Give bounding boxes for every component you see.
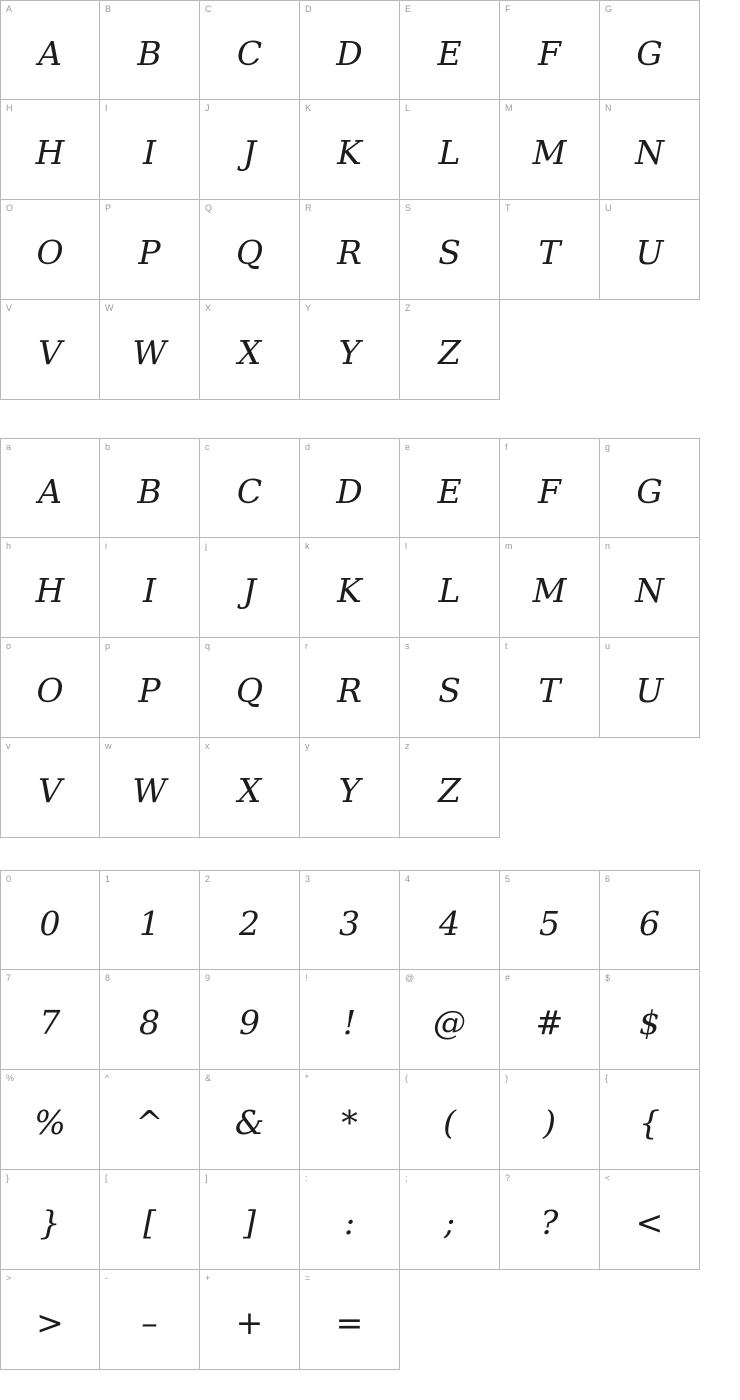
glyph-cell[interactable]	[100, 1170, 200, 1270]
glyph-cell-label: s	[405, 641, 410, 651]
glyph-cell[interactable]	[600, 638, 700, 738]
glyph-cell-character: Z	[438, 771, 461, 810]
glyph-cell[interactable]	[100, 200, 200, 300]
glyph-cell-character: 8	[139, 1003, 160, 1042]
glyph-block-uppercase	[0, 0, 740, 400]
glyph-cell-character: Y	[338, 771, 361, 810]
glyph-cell[interactable]	[200, 100, 300, 200]
glyph-cell-empty	[400, 1270, 500, 1370]
glyph-cell[interactable]	[0, 738, 100, 838]
glyph-cell-character: )	[543, 1103, 556, 1142]
glyph-cell[interactable]	[0, 438, 100, 538]
glyph-cell[interactable]	[600, 438, 700, 538]
glyph-cell[interactable]	[300, 970, 400, 1070]
glyph-cell-character: –	[141, 1303, 158, 1342]
glyph-cell-character: $	[639, 1003, 660, 1042]
glyph-cell-label: E	[405, 4, 412, 14]
glyph-cell-character: S	[438, 233, 461, 272]
glyph-cell-character: E	[437, 471, 462, 511]
glyph-cell-character: T	[538, 671, 561, 710]
glyph-cell-label: >	[6, 1273, 12, 1283]
glyph-cell[interactable]	[300, 638, 400, 738]
glyph-cell-label: d	[305, 442, 311, 452]
glyph-cell-character: %	[34, 1103, 66, 1142]
glyph-cell[interactable]	[0, 1170, 100, 1270]
glyph-cell[interactable]	[400, 638, 500, 738]
glyph-cell-label: =	[305, 1273, 311, 1283]
glyph-cell-label: 3	[305, 874, 311, 884]
glyph-cell-label: b	[105, 442, 111, 452]
glyph-cell-character: >	[36, 1303, 64, 1342]
glyph-cell-label: q	[205, 641, 211, 651]
glyph-cell[interactable]	[400, 538, 500, 638]
glyph-cell-label: c	[205, 442, 210, 452]
glyph-cell[interactable]	[0, 1270, 100, 1370]
glyph-cell-character: U	[635, 233, 664, 272]
glyph-cell-character: I	[142, 133, 157, 172]
glyph-cell-character: D	[336, 33, 363, 73]
glyph-cell-character: ^	[135, 1103, 164, 1142]
glyph-cell-character: C	[236, 33, 263, 73]
glyph-cell[interactable]	[400, 0, 500, 100]
glyph-cell-label: ;	[405, 1173, 408, 1183]
glyph-cell-character: O	[36, 671, 64, 710]
glyph-cell-character: S	[438, 671, 461, 710]
glyph-cell-character: G	[636, 471, 663, 511]
glyph-cell[interactable]	[200, 538, 300, 638]
glyph-cell-character: 4	[439, 903, 460, 943]
glyph-cell[interactable]	[400, 1170, 500, 1270]
glyph-cell-label: J	[205, 103, 210, 113]
glyph-cell-label: l	[405, 541, 407, 551]
glyph-cell-character: N	[635, 133, 664, 172]
glyph-cell-character: ;	[443, 1203, 456, 1242]
glyph-cell-character: R	[337, 671, 362, 710]
glyph-cell-label: 9	[205, 973, 211, 983]
glyph-cell[interactable]	[100, 100, 200, 200]
glyph-cell-character: }	[39, 1203, 61, 1242]
glyph-cell-label: C	[205, 4, 212, 14]
glyph-row	[0, 200, 740, 300]
glyph-cell-character: D	[336, 471, 363, 511]
glyph-cell[interactable]	[100, 538, 200, 638]
glyph-cell[interactable]	[200, 638, 300, 738]
glyph-cell-empty	[600, 300, 700, 400]
glyph-cell-label: N	[605, 103, 612, 113]
glyph-cell-character: +	[235, 1303, 264, 1342]
glyph-cell-character: X	[237, 771, 262, 810]
glyph-cell-label: ^	[105, 1073, 110, 1083]
glyph-cell[interactable]	[200, 1270, 300, 1370]
glyph-cell[interactable]	[0, 638, 100, 738]
glyph-cell-character: V	[38, 333, 62, 372]
glyph-cell-label: z	[405, 741, 410, 751]
glyph-cell[interactable]	[100, 870, 200, 970]
glyph-cell-label: }	[6, 1173, 10, 1183]
glyph-cell-label: 7	[6, 973, 12, 983]
glyph-cell-character: W	[132, 771, 167, 810]
glyph-cell-character: (	[443, 1103, 456, 1142]
glyph-cell[interactable]	[200, 870, 300, 970]
glyph-cell-label: w	[105, 741, 112, 751]
glyph-cell-label: i	[105, 541, 107, 551]
glyph-cell-label: 1	[105, 874, 111, 884]
glyph-cell[interactable]	[400, 738, 500, 838]
glyph-cell-character: A	[38, 471, 62, 511]
glyph-cell-character: Q	[235, 233, 264, 272]
glyph-cell-character: L	[438, 133, 461, 172]
glyph-cell-character: B	[137, 471, 162, 511]
glyph-cell-label: M	[505, 103, 513, 113]
glyph-cell-label: ]	[205, 1173, 208, 1183]
glyph-cell-character: W	[132, 333, 167, 372]
glyph-cell[interactable]	[100, 0, 200, 100]
glyph-cell-label: I	[105, 103, 108, 113]
glyph-cell-label: 8	[105, 973, 111, 983]
glyph-cell-character: ?	[540, 1203, 559, 1242]
glyph-cell-character: U	[635, 671, 664, 710]
glyph-cell[interactable]	[600, 970, 700, 1070]
glyph-cell-character: O	[36, 233, 64, 272]
glyph-cell-character: Y	[338, 333, 361, 372]
glyph-cell-character: 3	[339, 903, 360, 943]
glyph-cell[interactable]	[600, 538, 700, 638]
glyph-cell-label: f	[505, 442, 508, 452]
glyph-cell-label: 0	[6, 874, 12, 884]
glyph-cell-character: C	[236, 471, 263, 511]
glyph-cell-label: %	[6, 1073, 15, 1083]
glyph-cell-label: &	[205, 1073, 212, 1083]
glyph-cell-label: j	[205, 541, 207, 551]
glyph-cell-label: G	[605, 4, 613, 14]
glyph-cell[interactable]	[0, 200, 100, 300]
glyph-cell-label: )	[505, 1073, 508, 1083]
glyph-cell-label: H	[6, 103, 13, 113]
glyph-cell-label: S	[405, 203, 412, 213]
glyph-cell-label: 4	[405, 874, 411, 884]
glyph-cell[interactable]	[500, 0, 600, 100]
glyph-cell-character: A	[38, 33, 62, 73]
glyph-cell[interactable]	[300, 538, 400, 638]
glyph-cell[interactable]	[300, 738, 400, 838]
glyph-cell-label: e	[405, 442, 411, 452]
glyph-cell[interactable]	[300, 1070, 400, 1170]
glyph-cell-label: {	[605, 1073, 609, 1083]
glyph-cell[interactable]	[600, 1170, 700, 1270]
glyph-cell-character: 1	[139, 903, 160, 943]
glyph-cell-label: O	[6, 203, 14, 213]
glyph-cell-character: E	[437, 33, 462, 73]
glyph-cell-label: :	[305, 1173, 308, 1183]
glyph-cell-character: J	[242, 133, 257, 172]
glyph-cell[interactable]	[300, 438, 400, 538]
glyph-cell[interactable]	[100, 1070, 200, 1170]
glyph-cell[interactable]	[300, 1170, 400, 1270]
glyph-cell-label: <	[605, 1173, 611, 1183]
glyph-cell-character: 9	[239, 1003, 260, 1042]
glyph-row	[0, 1170, 740, 1270]
glyph-cell-label: *	[305, 1073, 309, 1083]
glyph-cell-label: 5	[505, 874, 511, 884]
glyph-cell-empty	[600, 738, 700, 838]
glyph-cell-character: @	[433, 1003, 466, 1042]
glyph-row	[0, 870, 740, 970]
glyph-row	[0, 538, 740, 638]
block-spacer	[0, 400, 740, 438]
glyph-row	[0, 100, 740, 200]
glyph-row	[0, 638, 740, 738]
glyph-cell-label: -	[105, 1273, 108, 1283]
glyph-cell-character: Q	[235, 671, 264, 710]
block-spacer	[0, 838, 740, 870]
glyph-cell-character: K	[337, 571, 362, 610]
glyph-cell-label: Q	[205, 203, 213, 213]
glyph-cell-label: A	[6, 4, 13, 14]
glyph-cell-label: x	[205, 741, 210, 751]
glyph-cell[interactable]	[300, 870, 400, 970]
glyph-cell-label: L	[405, 103, 411, 113]
glyph-cell[interactable]	[400, 870, 500, 970]
glyph-cell[interactable]	[400, 1070, 500, 1170]
glyph-cell-label: Y	[305, 303, 312, 313]
glyph-cell-label: m	[505, 541, 513, 551]
glyph-cell-label: !	[305, 973, 308, 983]
glyph-cell[interactable]	[0, 0, 100, 100]
glyph-cell[interactable]	[100, 970, 200, 1070]
glyph-cell-label: R	[305, 203, 312, 213]
glyph-cell[interactable]	[500, 1070, 600, 1170]
glyph-cell-label: a	[6, 442, 12, 452]
glyph-cell-label: v	[6, 741, 11, 751]
glyph-cell-empty	[500, 738, 600, 838]
glyph-cell-label: [	[105, 1173, 108, 1183]
glyph-cell-label: B	[105, 4, 112, 14]
glyph-cell-character: :	[343, 1203, 356, 1242]
glyph-cell-label: +	[205, 1273, 211, 1283]
glyph-cell-character: !	[342, 1003, 357, 1042]
glyph-cell-label: o	[6, 641, 12, 651]
glyph-cell[interactable]	[400, 438, 500, 538]
glyph-cell[interactable]	[100, 638, 200, 738]
glyph-cell-label: P	[105, 203, 112, 213]
glyph-cell-character: 2	[239, 903, 260, 943]
glyph-cell[interactable]	[0, 870, 100, 970]
glyph-cell-empty	[500, 1270, 600, 1370]
glyph-cell[interactable]	[0, 1070, 100, 1170]
glyph-cell[interactable]	[200, 200, 300, 300]
glyph-cell-character: ]	[243, 1203, 256, 1242]
glyph-cell[interactable]	[400, 200, 500, 300]
glyph-cell-empty	[600, 1270, 700, 1370]
glyph-cell-label: 2	[205, 874, 211, 884]
glyph-cell-character: 6	[639, 903, 660, 943]
glyph-cell-character: {	[639, 1103, 660, 1142]
glyph-cell-character: F	[538, 33, 561, 73]
glyph-cell[interactable]	[300, 300, 400, 400]
glyph-cell[interactable]	[200, 0, 300, 100]
glyph-cell-character: T	[538, 233, 561, 272]
glyph-cell-character: N	[635, 571, 664, 610]
glyph-cell[interactable]	[0, 538, 100, 638]
glyph-cell[interactable]	[500, 1170, 600, 1270]
glyph-cell-label: X	[205, 303, 212, 313]
glyph-cell-label: n	[605, 541, 611, 551]
glyph-row	[0, 438, 740, 538]
glyph-cell[interactable]	[400, 970, 500, 1070]
glyph-cell-label: T	[505, 203, 511, 213]
glyph-cell[interactable]	[200, 438, 300, 538]
glyph-cell-label: 6	[605, 874, 611, 884]
glyph-cell-label: #	[505, 973, 511, 983]
glyph-cell[interactable]	[500, 438, 600, 538]
glyph-cell-empty	[500, 300, 600, 400]
glyph-cell-character: V	[38, 771, 62, 810]
glyph-cell-label: V	[6, 303, 13, 313]
glyph-cell[interactable]	[300, 0, 400, 100]
glyph-cell[interactable]	[400, 100, 500, 200]
glyph-cell[interactable]	[100, 738, 200, 838]
glyph-cell-label: K	[305, 103, 312, 113]
glyph-cell-character: Z	[438, 333, 461, 372]
glyph-cell-label: Z	[405, 303, 411, 313]
glyph-cell[interactable]	[600, 1070, 700, 1170]
glyph-cell-character: =	[335, 1303, 364, 1342]
glyph-cell-character: P	[138, 233, 161, 272]
glyph-row	[0, 738, 740, 838]
glyph-cell-character: P	[138, 671, 161, 710]
glyph-cell-character: &	[234, 1103, 265, 1142]
glyph-cell-character: F	[538, 471, 561, 511]
glyph-cell[interactable]	[600, 870, 700, 970]
glyph-cell-label: W	[105, 303, 114, 313]
glyph-block-lowercase	[0, 438, 740, 838]
glyph-cell-label: ?	[505, 1173, 511, 1183]
glyph-cell[interactable]	[200, 300, 300, 400]
glyph-cell[interactable]	[300, 1270, 400, 1370]
glyph-cell-character: #	[535, 1003, 564, 1042]
glyph-cell-label: y	[305, 741, 310, 751]
glyph-cell[interactable]	[300, 100, 400, 200]
glyph-row	[0, 300, 740, 400]
glyph-row	[0, 1070, 740, 1170]
glyph-cell[interactable]	[200, 1170, 300, 1270]
glyph-cell-character: M	[532, 133, 567, 172]
glyph-cell[interactable]	[500, 970, 600, 1070]
glyph-cell-character: B	[137, 33, 162, 73]
glyph-cell[interactable]	[100, 300, 200, 400]
glyph-cell-character: *	[341, 1103, 358, 1142]
glyph-cell[interactable]	[200, 738, 300, 838]
glyph-cell[interactable]	[500, 870, 600, 970]
glyph-block-digits-and-symbols	[0, 870, 740, 1370]
glyph-cell-label: @	[405, 973, 415, 983]
glyph-cell-character: 7	[39, 1003, 61, 1042]
glyph-cell-character: I	[142, 571, 157, 610]
glyph-cell-label: U	[605, 203, 612, 213]
glyph-cell[interactable]	[200, 970, 300, 1070]
glyph-cell[interactable]	[400, 300, 500, 400]
glyph-cell-label: F	[505, 4, 511, 14]
glyph-cell[interactable]	[100, 438, 200, 538]
glyph-cell-character: X	[237, 333, 262, 372]
glyph-cell[interactable]	[500, 538, 600, 638]
glyph-cell[interactable]	[200, 1070, 300, 1170]
glyph-cell-character: J	[242, 571, 257, 610]
glyph-cell[interactable]	[600, 200, 700, 300]
glyph-cell[interactable]	[100, 1270, 200, 1370]
glyph-cell-label: $	[605, 973, 611, 983]
glyph-row	[0, 970, 740, 1070]
glyph-cell-character: 0	[39, 903, 61, 943]
glyph-row	[0, 0, 740, 100]
glyph-cell-character: 5	[539, 903, 560, 943]
glyph-cell[interactable]	[0, 300, 100, 400]
glyph-cell-label: h	[6, 541, 12, 551]
glyph-cell-label: g	[605, 442, 611, 452]
glyph-cell-character: G	[636, 33, 663, 73]
glyph-cell[interactable]	[500, 638, 600, 738]
glyph-cell-character: L	[438, 571, 461, 610]
glyph-cell-character: H	[35, 571, 65, 610]
glyph-cell-character: [	[143, 1203, 156, 1242]
glyph-row	[0, 1270, 740, 1370]
glyph-cell-label: r	[305, 641, 308, 651]
glyph-cell[interactable]	[600, 100, 700, 200]
glyph-cell[interactable]	[0, 100, 100, 200]
glyph-cell-character: H	[35, 133, 65, 172]
glyph-cell-character: R	[337, 233, 362, 272]
glyph-cell-label: (	[405, 1073, 408, 1083]
glyph-cell[interactable]	[600, 0, 700, 100]
glyph-cell-character: <	[635, 1203, 664, 1242]
glyph-cell[interactable]	[300, 200, 400, 300]
glyph-cell-label: D	[305, 4, 312, 14]
glyph-cell-label: u	[605, 641, 611, 651]
glyph-cell[interactable]	[0, 970, 100, 1070]
glyph-cell-label: k	[305, 541, 310, 551]
glyph-cell-label: t	[505, 641, 508, 651]
glyph-cell[interactable]	[500, 200, 600, 300]
glyph-cell-character: M	[532, 571, 567, 610]
glyph-cell[interactable]	[500, 100, 600, 200]
glyph-cell-label: p	[105, 641, 111, 651]
glyph-cell-character: K	[337, 133, 362, 172]
